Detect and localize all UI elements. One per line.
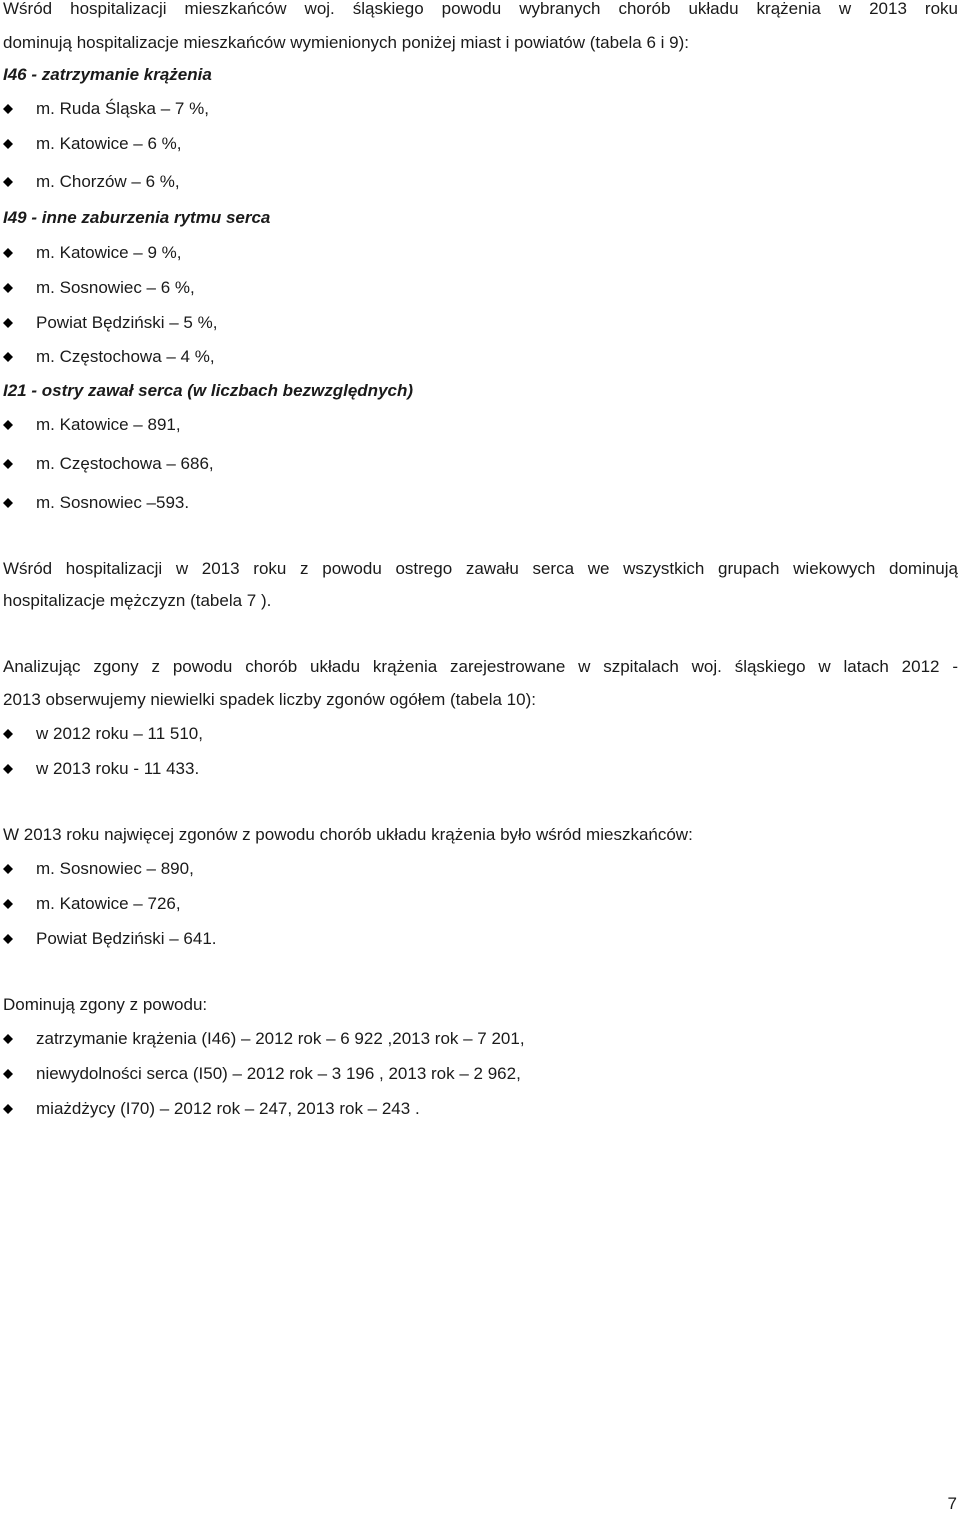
diamond-bullet-icon [3, 459, 13, 469]
section-heading-i49: I49 - inne zaburzenia rytmu serca [3, 208, 271, 227]
paragraph-3-line-2: 2013 obserwujemy niewielki spadek liczby zgonów ogółem (tabela 10): [3, 690, 536, 709]
diamond-bullet-icon [3, 934, 13, 944]
section-heading-i46: I46 - zatrzymanie krążenia [3, 65, 212, 84]
paragraph-5-line-1: Dominują zgony z powodu: [3, 995, 208, 1014]
diamond-bullet-icon [3, 1104, 13, 1114]
diamond-bullet-icon [3, 104, 13, 114]
diamond-bullet-icon [3, 283, 13, 293]
diamond-bullet-icon [3, 729, 13, 739]
page-number: 7 [947, 1494, 957, 1513]
diamond-bullet-icon [3, 420, 13, 430]
paragraph-2-line-1: Wśród hospitalizacji w 2013 roku z powodu ostrego zawału serca we wszystkich grupach wiekowych dominują [3, 559, 958, 578]
diamond-bullet-icon [3, 248, 13, 258]
section-heading-i21: I21 - ostry zawał serca (w liczbach bezwzględnych) [3, 381, 414, 400]
paragraph-4-line-1: W 2013 roku najwięcej zgonów z powodu chorób układu krążenia było wśród mieszkańców: [3, 825, 693, 844]
diamond-bullet-icon [3, 1034, 13, 1044]
diamond-bullet-icon [3, 764, 13, 774]
diamond-bullet-icon [3, 139, 13, 149]
paragraph-3-line-1: Analizując zgony z powodu chorób układu krążenia zarejestrowane w szpitalach woj. śląskiego w latach 2012 - [3, 657, 958, 676]
intro-line-2: dominują hospitalizacje mieszkańców wymienionych poniżej miast i powiatów (tabela 6 i 9): [3, 33, 689, 52]
diamond-bullet-icon [3, 1069, 13, 1079]
diamond-bullet-icon [3, 352, 13, 362]
diamond-bullet-icon [3, 498, 13, 508]
diamond-bullet-icon [3, 864, 13, 874]
paragraph-2-line-2: hospitalizacje mężczyzn (tabela 7 ). [3, 591, 272, 610]
intro-line-1: Wśród hospitalizacji mieszkańców woj. śląskiego powodu wybranych chorób układu krążenia w 2013 roku [3, 0, 958, 18]
diamond-bullet-icon [3, 318, 13, 328]
diamond-bullet-icon [3, 899, 13, 909]
diamond-bullet-icon [3, 177, 13, 187]
